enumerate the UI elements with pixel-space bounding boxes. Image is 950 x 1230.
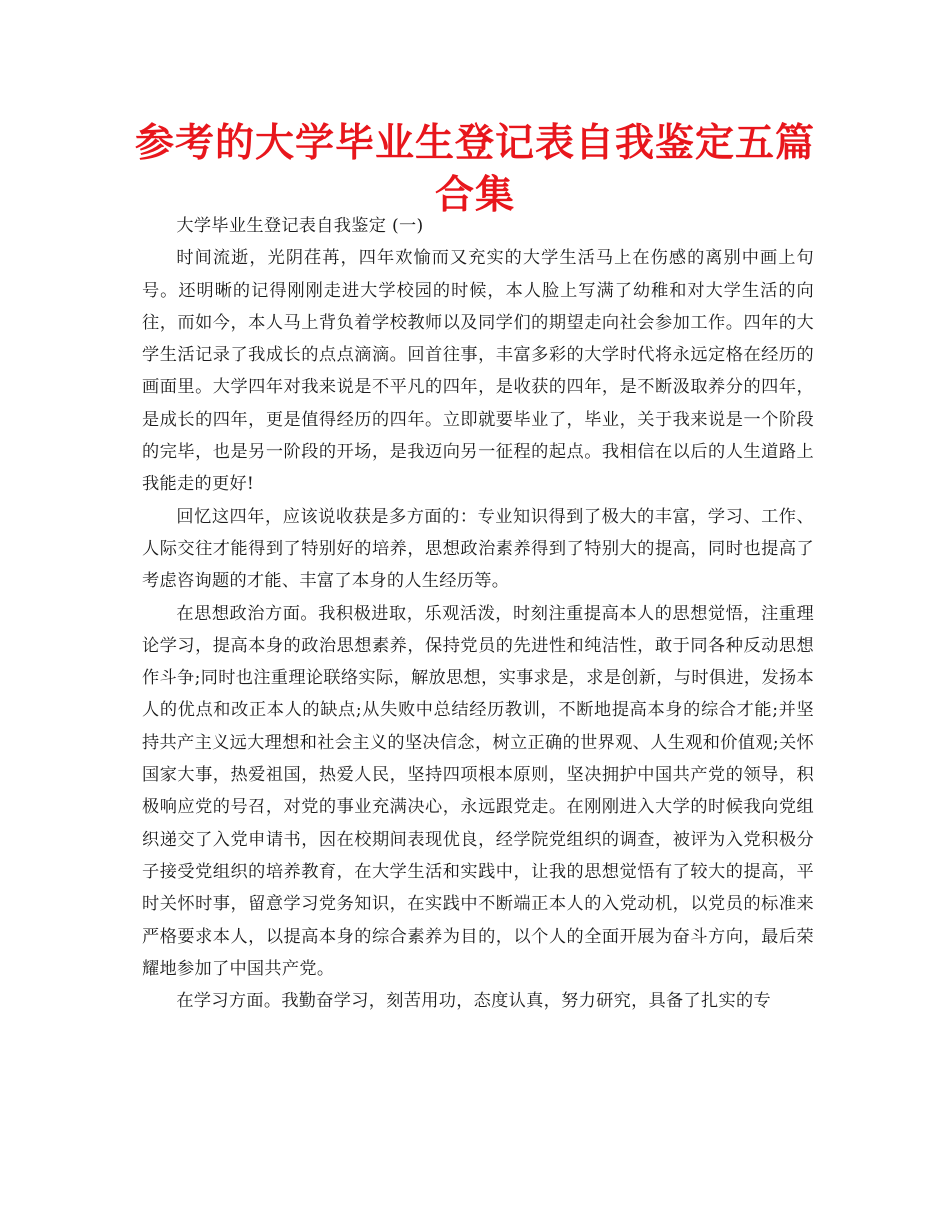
- section-heading: 大学毕业生登记表自我鉴定 (一): [176, 216, 424, 236]
- document-body: [142, 210, 814, 1017]
- paragraph-intro: 时间流逝，光阴荏苒，四年欢愉而又充实的大学生活马上在伤感的离别中画上句号。还明晰的记得刚刚走进大学校园的时候，本人脸上写满了幼稚和对大学生活的向往，而如今，本人马上背负着学校教师以及同学们的期望走向社会参加工作。四年的大学生活记录了我成长的点点滴滴。回首往事，丰富多彩的大学时代将永远定格在经历的画面里。大学四年对我来说是不平凡的四年，是收获的四年，是不断汲取养分的四年，是成长的四年，更是值得经历的四年。立即就要毕业了，毕业，关于我来说是一个阶段的完毕，也是另一阶段的开场，是我迈向另一征程的起点。我相信在以后的人生道路上我能走的更好!: [142, 248, 814, 495]
- paragraph-political: 在思想政治方面。我积极进取，乐观活泼，时刻注重提高本人的思想觉悟，注重理论学习，提高本身的政治思想素养，保持党员的先进性和纯洁性，敢于同各种反动思想作斗争;同时也注重理论联络实际，解放思想，实事求是，求是创新，与时俱进，发扬本人的优点和改正本人的缺点;从失败中总结经历教训，不断地提高本身的综合才能;并坚持共产主义远大理想和社会主义的坚决信念，树立正确的世界观、人生观和价值观;关怀国家大事，热爱祖国，热爱人民，坚持四项根本原则，坚决拥护中国共产党的领导，积极响应党的号召，对党的事业充满决心，永远跟党走。在刚刚进入大学的时候我向党组织递交了入党申请书，因在校期间表现优良，经学院党组织的调查，被评为入党积极分子接受党组织的培养教育，在大学生活和实践中，让我的思想觉悟有了较大的提高，平时关怀时事，留意学习党务知识，在实践中不断端正本人的入党动机，以党员的标准来严格要求本人，以提高本身的综合素养为目的，以个人的全面开展为奋斗方向，最后荣耀地参加了中国共产党。: [142, 603, 814, 979]
- paragraph-study: 在学习方面。我勤奋学习，刻苦用功，态度认真，努力研究，具备了扎实的专: [176, 991, 771, 1012]
- paragraph-review: 回忆这四年，应该说收获是多方面的：专业知识得到了极大的丰富，学习、工作、人际交往才能得到了特别好的培养，思想政治素养得到了特别大的提高，同时也提高了考虑咨询题的才能、丰富了本身的人生经历等。: [142, 506, 814, 592]
- document-title: 参考的大学毕业生登记表自我鉴定五篇合集: [134, 121, 815, 218]
